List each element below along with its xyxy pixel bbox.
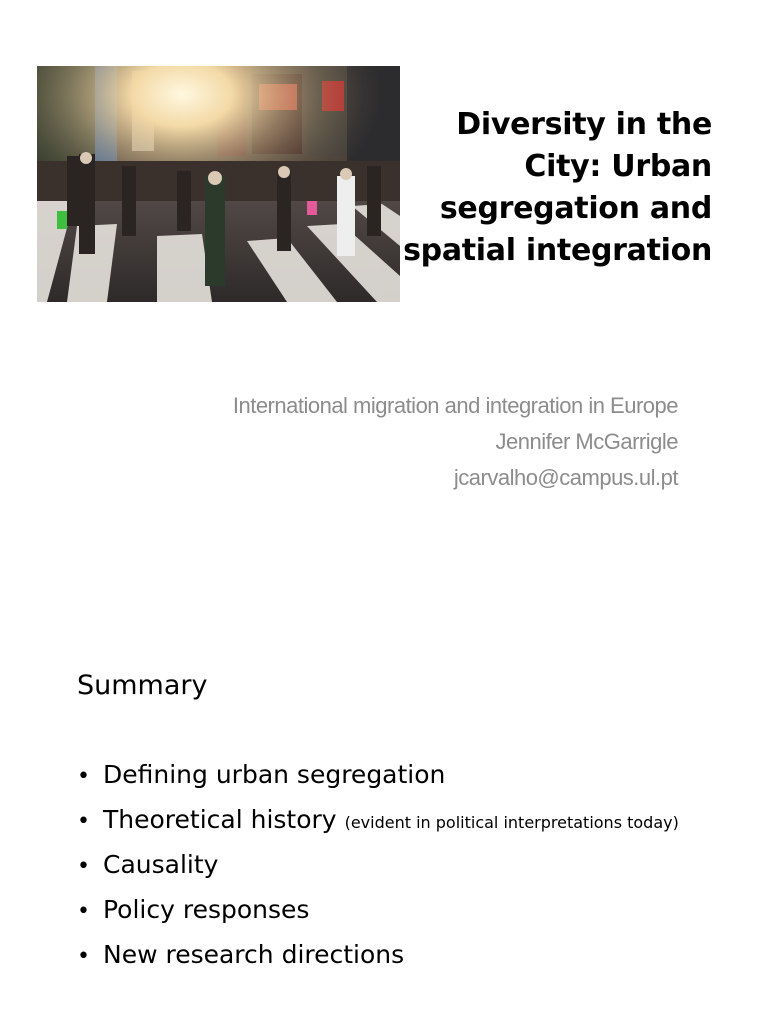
bullet-text: Defining urban segregation xyxy=(103,760,446,789)
bullet-icon: • xyxy=(77,764,90,789)
bullet-icon: • xyxy=(77,854,90,879)
bullet-icon: • xyxy=(77,809,90,834)
course-name: International migration and integration in Europe xyxy=(232,393,678,418)
bullet-text: New research directions xyxy=(103,940,405,969)
title-line: City: Urban xyxy=(524,149,712,184)
list-item xyxy=(77,842,679,887)
bullet-icon: • xyxy=(77,944,90,969)
list-item xyxy=(77,752,679,797)
bullet-icon: • xyxy=(77,899,90,924)
crowd-photo-illustration xyxy=(37,66,400,302)
author-email: jcarvalho@campus.ul.pt xyxy=(453,465,678,490)
list-item xyxy=(77,887,679,932)
city-crosswalk-photo xyxy=(37,66,400,302)
list-item xyxy=(77,797,679,842)
summary-heading: Summary xyxy=(77,670,208,701)
bullet-text: Theoretical history xyxy=(103,805,337,834)
title-line: spatial integration xyxy=(403,233,712,268)
author-name: Jennifer McGarrigle xyxy=(495,429,678,454)
subtitle-block xyxy=(233,388,678,496)
list-item xyxy=(77,932,679,977)
title-line: segregation and xyxy=(439,191,712,226)
presentation-title xyxy=(382,104,712,272)
summary-bullet-list xyxy=(77,752,679,977)
summary-slide xyxy=(0,660,768,1024)
bullet-text: Policy responses xyxy=(103,895,310,924)
title-line: Diversity in the xyxy=(456,107,712,142)
bullet-text: Causality xyxy=(103,850,219,879)
bullet-note: (evident in political interpretations today) xyxy=(344,813,679,832)
